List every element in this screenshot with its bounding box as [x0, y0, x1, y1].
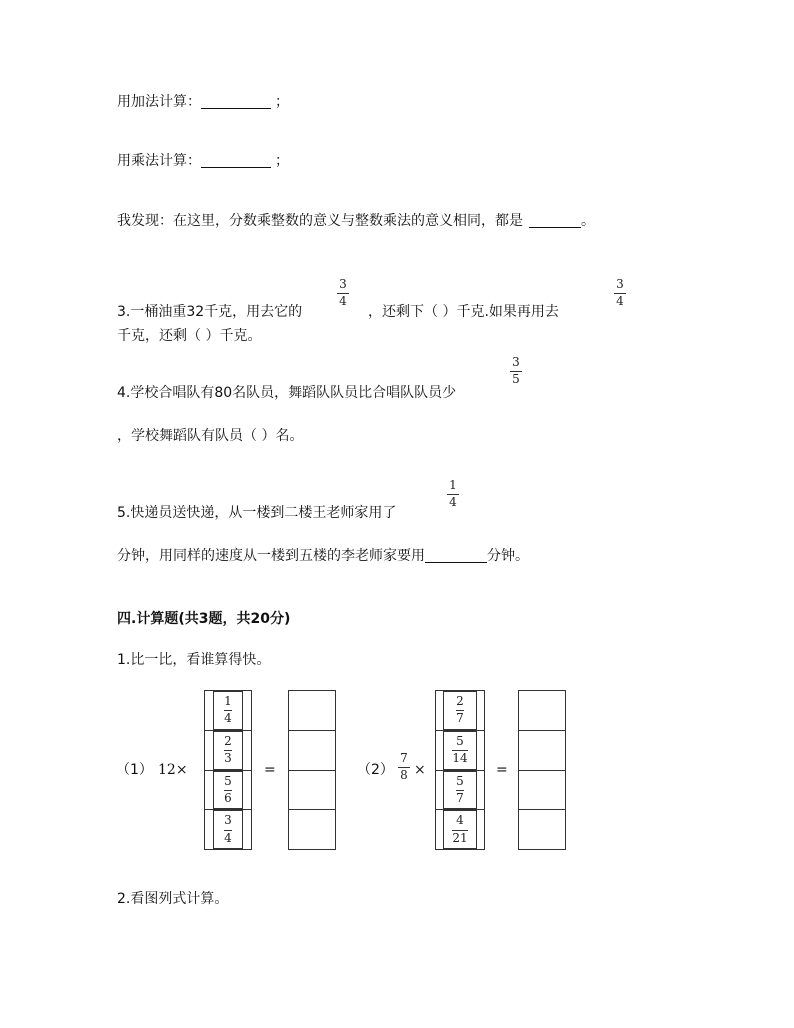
q5-frac-num: 1	[449, 478, 457, 492]
mul-end: ；	[275, 153, 289, 169]
q4-fraction	[510, 356, 522, 386]
q3-fraction-2	[614, 278, 626, 308]
section-heading: 四.计算题(共3题，共20分)	[117, 611, 291, 627]
q3-frac2-den: 4	[616, 294, 624, 309]
q4-text-part1: 4.学校合唱队有80名队员，舞蹈队队员比合唱队队员少	[117, 385, 457, 401]
p1-answer-box[interactable]	[289, 730, 335, 770]
discover-text: 我发现：在这里，分数乘整数的意义与整数乘法的意义相同，都是	[117, 213, 523, 229]
q3-text-part3: 千克，还剩（ ）千克。	[117, 328, 262, 344]
q4-frac-num: 3	[512, 355, 520, 369]
add-end: ；	[275, 94, 289, 110]
p1-multiplier: 12×	[158, 762, 188, 778]
p2-label: （2）	[357, 762, 394, 778]
q4-frac-den: 5	[512, 372, 520, 387]
mul-label: 用乘法计算：	[117, 153, 201, 169]
p1-cell-2	[205, 730, 251, 770]
p2-answer-box[interactable]	[519, 691, 565, 730]
add-line	[117, 95, 289, 109]
p2-cell-3	[436, 770, 484, 810]
mul-line	[117, 154, 289, 168]
p2-answer-column	[518, 690, 566, 850]
add-answer-blank[interactable]	[201, 108, 271, 109]
p2-answer-box[interactable]	[519, 809, 565, 849]
q5-text-part2b: 分钟。	[487, 548, 529, 564]
p1-answer-box[interactable]	[289, 809, 335, 849]
q5-text-part2a: 分钟，用同样的速度从一楼到五楼的李老师家要用	[117, 548, 425, 564]
p1-answer-box[interactable]	[289, 691, 335, 730]
q3-frac1-den: 4	[339, 294, 347, 309]
p1-fraction-3: $\frac{5}{6}$	[224, 773, 232, 805]
discover-answer-blank[interactable]	[529, 227, 581, 228]
p2-cell-4	[436, 809, 484, 849]
q3-frac2-num: 3	[616, 277, 624, 291]
q4-text-part2: ，学校舞蹈队有队员（ ）名。	[117, 428, 304, 444]
discover-end: 。	[581, 213, 595, 229]
q3-text-part1: 3.一桶油重32千克，用去它的	[117, 304, 303, 320]
p2-answer-box[interactable]	[519, 770, 565, 810]
p1-cell-4	[205, 809, 251, 849]
q5-answer-blank[interactable]	[425, 562, 487, 563]
p2-times: ×	[414, 762, 426, 778]
q3-fraction-1	[337, 278, 349, 308]
p1-answer-box[interactable]	[289, 770, 335, 810]
p1-cell-3	[205, 770, 251, 810]
mul-answer-blank[interactable]	[201, 167, 271, 168]
p1-fraction-1: $\frac{1}{4}$	[224, 694, 232, 726]
q3-frac1-num: 3	[339, 277, 347, 291]
q5-frac-den: 4	[449, 495, 457, 510]
p2-fraction-column	[435, 690, 485, 850]
p2-fraction-4: $\frac{4}{21}$	[452, 813, 468, 845]
p1-equals: =	[264, 762, 276, 778]
p1-answer-column	[288, 690, 336, 850]
p1-fraction-4: $\frac{3}{4}$	[224, 813, 232, 845]
p2-cell-1	[436, 691, 484, 730]
c2-title: 2.看图列式计算。	[117, 891, 229, 907]
p2-multiplier-fraction: 7 8	[398, 752, 410, 782]
q5-text-part2	[117, 549, 529, 563]
p2-fraction-3: $\frac{5}{7}$	[456, 773, 464, 805]
p1-cell-1	[205, 691, 251, 730]
q5-fraction	[447, 479, 459, 509]
p2-fraction-2: $\frac{5}{14}$	[452, 733, 468, 766]
p1-fraction-column	[204, 690, 252, 850]
c1-title: 1.比一比，看谁算得快。	[117, 652, 271, 668]
discover-line	[117, 214, 595, 228]
add-label: 用加法计算：	[117, 94, 201, 110]
p2-equals: =	[496, 762, 508, 778]
q3-text-part2: ，还剩下（ ）千克.如果再用去	[368, 304, 559, 320]
q5-text-part1: 5.快递员送快递，从一楼到二楼王老师家用了	[117, 505, 397, 521]
p2-cell-2	[436, 730, 484, 770]
p1-fraction-2: $\frac{2}{3}$	[224, 733, 232, 766]
p2-answer-box[interactable]	[519, 730, 565, 770]
p2-fraction-1: $\frac{2}{7}$	[456, 694, 464, 726]
p1-label: （1）	[116, 762, 153, 778]
